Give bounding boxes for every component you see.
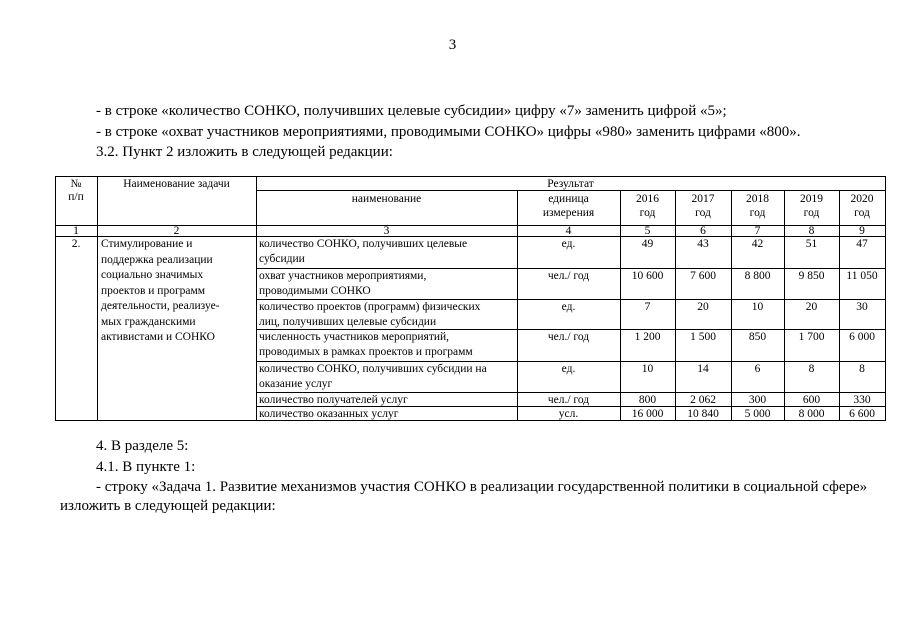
row-number: 2.	[71, 238, 81, 250]
task-name-line: проектов и программ	[101, 284, 206, 297]
intro-line-3: 3.2. Пункт 2 изложить в следующей редакции:	[96, 144, 393, 160]
indicator-unit: чел./ год	[547, 331, 590, 343]
header-year-label: год	[639, 207, 656, 219]
table-rule	[97, 176, 98, 421]
header-year: 2019	[800, 193, 823, 205]
indicator-value: 8 800	[744, 270, 771, 282]
table-rule	[55, 176, 56, 421]
header-task: Наименование задачи	[123, 178, 230, 190]
indicator-name: количество оказанных услуг	[259, 408, 399, 420]
column-number: 1	[73, 225, 79, 237]
indicator-value: 30	[856, 301, 868, 313]
indicator-value: 42	[751, 238, 764, 250]
indicator-name: проводимых в рамках проектов и программ	[259, 346, 473, 358]
indicator-value: 8 000	[798, 408, 825, 420]
indicator-value: 8	[808, 363, 815, 375]
table-rule	[256, 268, 886, 269]
column-number: 9	[859, 225, 865, 237]
indicator-value: 51	[805, 238, 818, 250]
intro-line-1: - в строке «количество СОНКО, получивших целевые субсидии» цифру «7» заменить цифрой «5»;	[96, 103, 727, 119]
indicator-name: количество получателей услуг	[259, 394, 408, 406]
indicator-value: 10	[751, 301, 764, 313]
column-number: 3	[383, 225, 390, 237]
indicator-value: 16 000	[631, 408, 664, 420]
indicator-value: 47	[856, 238, 868, 250]
header-year-label: год	[803, 207, 820, 219]
outro-line-2: 4.1. В пункте 1:	[96, 459, 196, 475]
indicator-unit: ед.	[561, 238, 576, 250]
indicator-value: 9 850	[798, 270, 825, 282]
header-year-label: год	[854, 207, 870, 219]
table-rule	[256, 176, 257, 421]
header-name: наименование	[351, 193, 422, 205]
indicator-unit: чел./ год	[547, 270, 590, 282]
task-name-line: социально значимых	[101, 269, 204, 281]
task-name-line: Стимулирование и	[101, 238, 193, 250]
header-num-line2: п/п	[68, 191, 84, 203]
indicator-name: численность участников мероприятий,	[259, 331, 450, 343]
indicator-name: проводимыми СОНКО	[259, 285, 371, 297]
header-year: 2016	[636, 193, 659, 205]
indicator-name: количество проектов (программ) физических	[259, 301, 481, 313]
page-number: 3	[448, 37, 457, 53]
indicator-value: 7 600	[690, 270, 716, 282]
indicator-name: охват участников мероприятиями,	[259, 270, 427, 282]
indicator-value: 1 700	[798, 331, 825, 343]
header-result: Результат	[547, 178, 594, 190]
outro-line-3: - строку «Задача 1. Развитие механизмов участия СОНКО в реализации государственной политики в социальной сфере»	[96, 479, 868, 495]
indicator-value: 5 000	[744, 408, 771, 420]
indicator-value: 2 062	[690, 394, 716, 406]
indicator-value: 20	[805, 301, 818, 313]
indicator-value: 43	[697, 238, 709, 250]
indicator-value: 20	[697, 301, 709, 313]
indicator-value: 7	[644, 301, 651, 313]
column-number: 7	[754, 225, 761, 237]
task-name-line: поддержка реализации	[101, 253, 213, 266]
indicator-value: 300	[748, 394, 767, 406]
indicator-value: 14	[697, 363, 709, 375]
indicator-value: 1 500	[690, 331, 716, 343]
header-year-label: год	[695, 207, 711, 219]
header-num-line1: №	[70, 178, 82, 190]
task-name-line: деятельности, реализуе-	[101, 300, 220, 312]
table-rule	[256, 299, 886, 300]
column-number: 8	[808, 225, 815, 237]
column-number: 5	[644, 225, 651, 237]
indicator-value: 1 200	[634, 331, 661, 343]
indicator-unit: усл.	[558, 408, 579, 420]
indicator-unit: чел./ год	[547, 394, 590, 406]
indicator-value: 10	[641, 363, 654, 375]
indicator-name: субсидии	[259, 253, 305, 265]
indicator-value: 10 600	[631, 270, 664, 282]
table-rule	[885, 176, 886, 421]
outro-line-4: изложить в следующей редакции:	[60, 498, 276, 514]
column-number: 4	[565, 225, 572, 237]
indicator-name: количество СОНКО, получивших субсидии на	[259, 363, 487, 375]
indicator-value: 330	[853, 394, 871, 406]
indicator-name: количество СОНКО, получивших целевые	[259, 238, 468, 250]
header-unit-line2: измерения	[542, 207, 595, 219]
indicator-value: 850	[748, 331, 767, 343]
indicator-value: 6	[754, 363, 761, 375]
table-rule	[55, 176, 886, 177]
indicator-name: оказание услуг	[259, 378, 333, 390]
header-year: 2020	[850, 193, 874, 205]
column-number: 2	[173, 225, 180, 237]
header-year: 2017	[691, 193, 715, 205]
indicator-value: 49	[641, 238, 654, 250]
indicator-value: 600	[802, 394, 821, 406]
indicator-unit: ед.	[561, 363, 576, 375]
header-unit-line1: единица	[548, 193, 589, 205]
indicator-value: 6 600	[849, 408, 875, 420]
column-number: 6	[700, 225, 706, 237]
indicator-value: 8	[859, 363, 865, 375]
indicator-value: 11 050	[846, 270, 878, 282]
table-rule	[256, 361, 886, 362]
intro-line-2: - в строке «охват участников мероприятиями, проводимыми СОНКО» цифры «980» заменить цифрами «800».	[96, 124, 801, 140]
indicator-value: 10 840	[687, 408, 719, 420]
indicator-value: 6 000	[849, 331, 875, 343]
indicator-name: лиц, получивших целевые субсидии	[259, 316, 437, 328]
indicator-value: 800	[638, 394, 657, 406]
table-rule	[256, 329, 886, 330]
task-name-line: мых гражданскими	[101, 315, 196, 328]
header-year-label: год	[749, 207, 766, 219]
indicator-unit: ед.	[561, 301, 576, 313]
task-name-line: активистами и СОНКО	[101, 331, 215, 343]
table-rule	[256, 392, 886, 393]
header-year: 2018	[746, 193, 769, 205]
outro-line-1: 4. В разделе 5:	[96, 438, 189, 454]
